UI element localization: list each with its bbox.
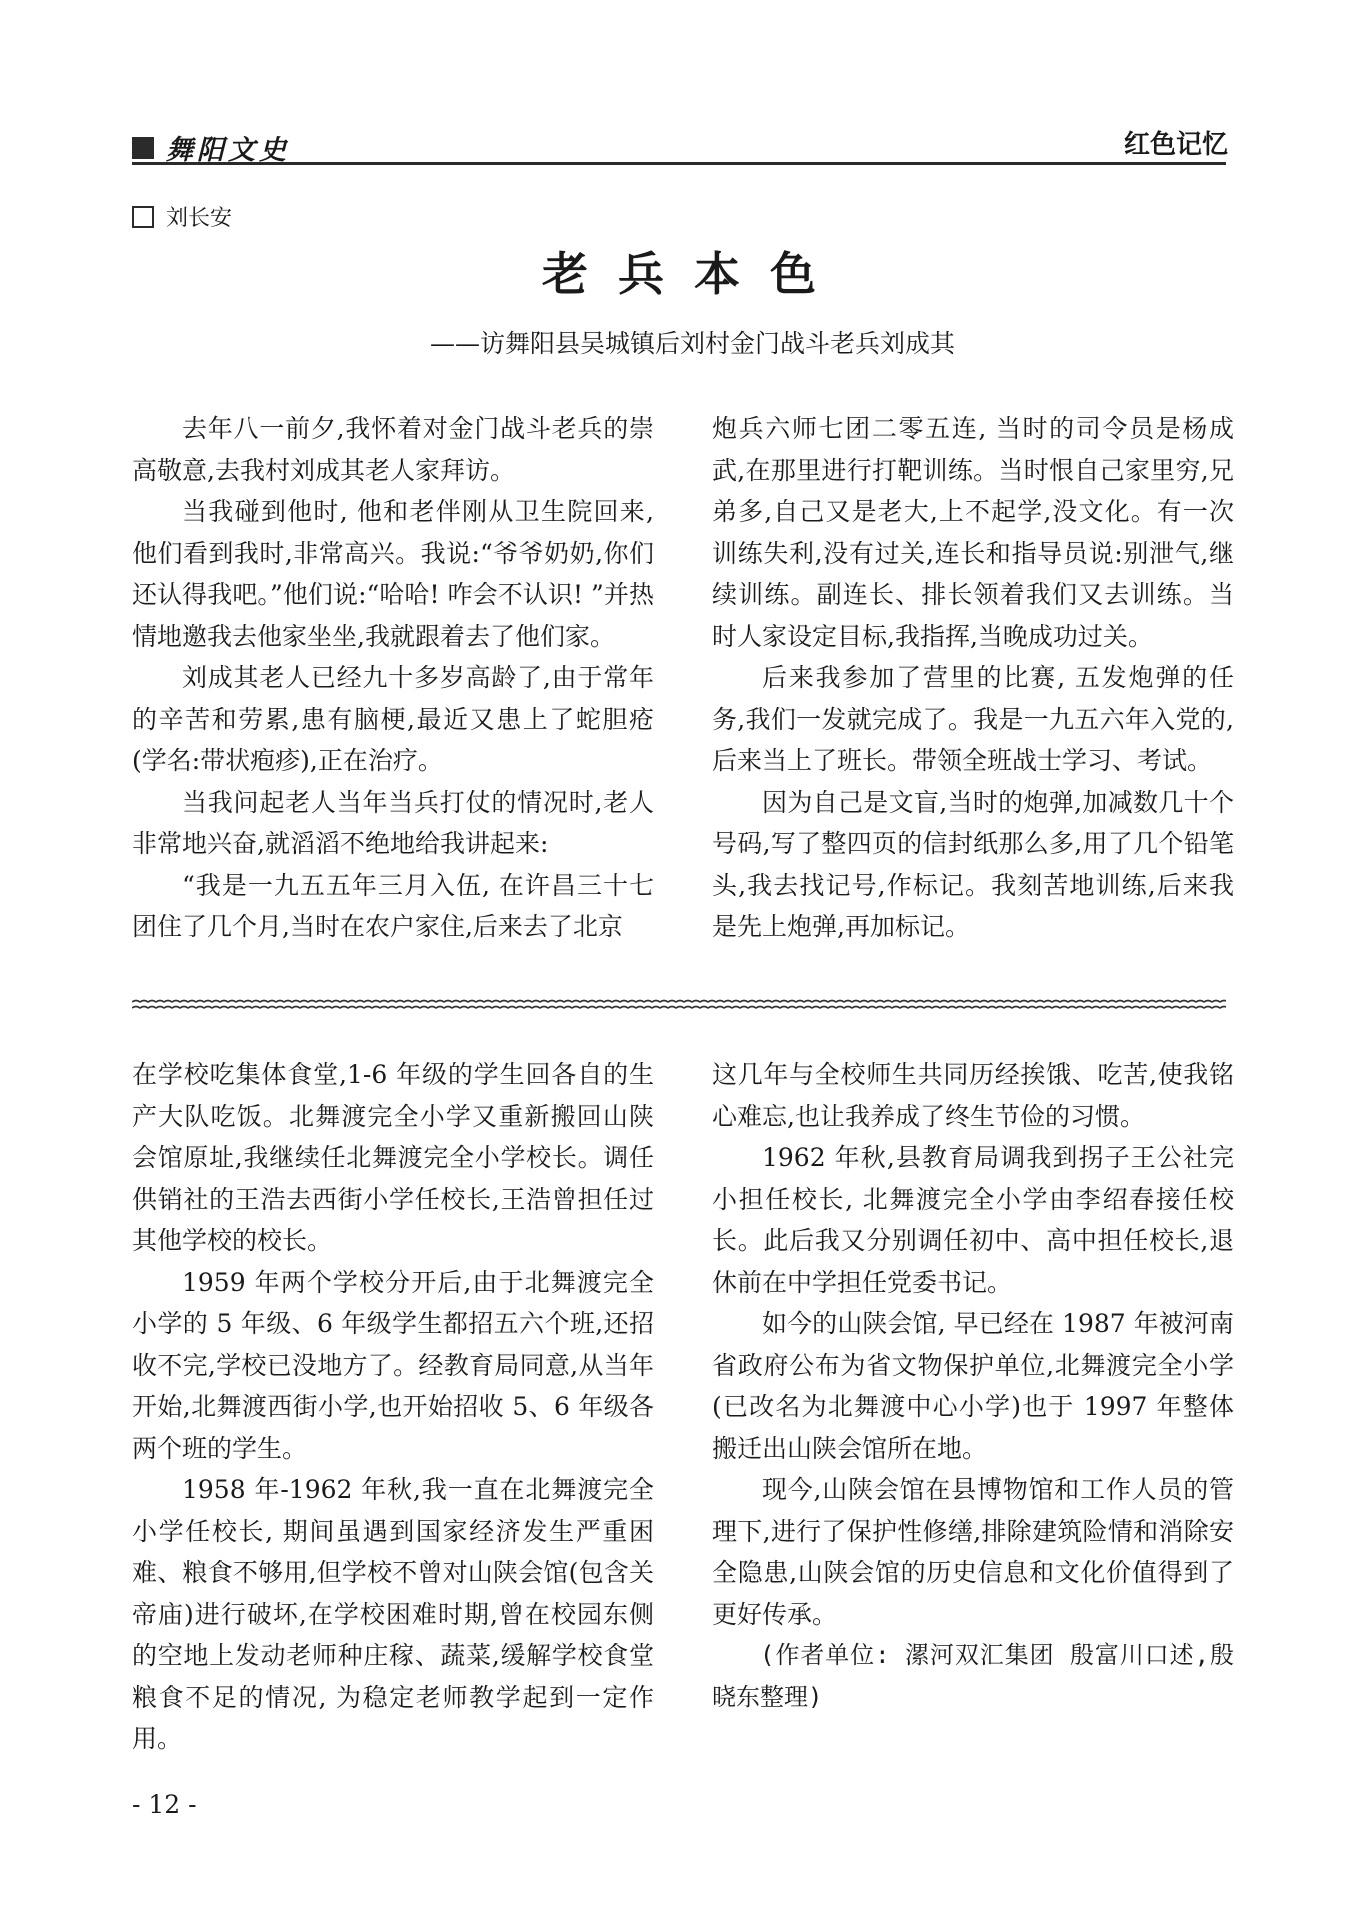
paragraph: 现今,山陕会馆在县博物馆和工作人员的管理下,进行了保护性修缮,排除建筑险情和消除安全隐患,山陕会馆的历史信息和文化价值得到了更好传承。: [712, 1475, 1234, 1629]
header-square-marker: [132, 137, 154, 159]
paragraph: “我是一九五五年三月入伍, 在许昌三十七团住了几个月,当时在农户家住,后来去了北京: [132, 870, 654, 941]
paragraph: 去年八一前夕,我怀着对金门战斗老兵的崇高敬意,去我村刘成其老人家拜访。: [132, 414, 654, 485]
paragraph: 当我碰到他时, 他和老伴刚从卫生院回来,他们看到我时,非常高兴。我说:“爷爷奶奶,你们还认得我吧。”他们说:“哈哈! 咋会不认识! ”并热情地邀我去他家坐坐,我就跟着去了他们家。: [132, 497, 654, 651]
article-subtitle: ——访舞阳县吴城镇后刘村金门战斗老兵刘成其: [430, 329, 956, 358]
author-line: [132, 201, 232, 232]
lower-column-left: [132, 1054, 654, 1760]
wavy-divider: [132, 998, 1226, 1012]
paragraph: 炮兵六师七团二零五连, 当时的司令员是杨成武,在那里进行打靶训练。当时恨自己家里穷,兄弟多,自己又是老大,上不起学,没文化。有一次训练失利,没有过关,连长和指导员说:别泄气,继续训练。副连长、排长领着我们又去训练。当时人家设定目标,我指挥,当晚成功过关。: [712, 414, 1234, 651]
paragraph: 刘成其老人已经九十多岁高龄了,由于常年的辛苦和劳累,患有脑梗,最近又患上了蛇胆疮(学名:带状疱疹),正在治疗。: [132, 663, 654, 775]
author-note: (作者单位: 漯河双汇集团 殷富川口述,殷晓东整理): [712, 1641, 1234, 1711]
journal-name: 舞阳文史: [166, 135, 290, 166]
paragraph: 这几年与全校师生共同历经挨饿、吃苦,使我铭心难忘,也让我养成了终生节俭的习惯。: [712, 1060, 1234, 1131]
article-title: 老兵本色: [542, 247, 846, 301]
paragraph: 后来我参加了营里的比赛, 五发炮弹的任务,我们一发就完成了。我是一九五六年入党的,后来当上了班长。带领全班战士学习、考试。: [712, 663, 1234, 775]
paragraph: 当我问起老人当年当兵打仗的情况时,老人非常地兴奋,就滔滔不绝地给我讲起来:: [132, 787, 654, 858]
header-rule: [132, 162, 1226, 165]
page-number: - 12 -: [132, 1790, 197, 1819]
author-name: 刘长安: [166, 206, 233, 231]
paragraph: 如今的山陕会馆, 早已经在 1987 年被河南省政府公布为省文物保护单位,北舞渡完全小学(已改名为北舞渡中心小学)也于 1997 年整体搬迁出山陕会馆所在地。: [712, 1309, 1234, 1463]
section-name: 红色记忆: [1123, 130, 1228, 160]
lower-column-right: [712, 1054, 1234, 1718]
author-box-marker: [132, 206, 154, 228]
paragraph: 1958 年-1962 年秋,我一直在北舞渡完全小学任校长, 期间虽遇到国家经济发生严重困难、粮食不够用,但学校不曾对山陕会馆(包含关帝庙)进行破坏,在学校困难时期,曾在校园东侧的空地上发动老师种庄稼、蔬菜,缓解学校食堂粮食不足的情况, 为稳定老师教学起到一定作用。: [132, 1475, 654, 1753]
paragraph: 1959 年两个学校分开后,由于北舞渡完全小学的 5 年级、6 年级学生都招五六个班,还招收不完,学校已没地方了。经教育局同意,从当年开始,北舞渡西街小学,也开始招收 5、6 年级各两个班的学生。: [132, 1267, 654, 1463]
paragraph: 在学校吃集体食堂,1-6 年级的学生回各自的生产大队吃饭。北舞渡完全小学又重新搬回山陕会馆原址,我继续任北舞渡完全小学校长。调任供销社的王浩去西街小学任校长,王浩曾担任过其他学校的校长。: [132, 1060, 654, 1255]
paragraph: 因为自己是文盲,当时的炮弹,加减数几十个号码,写了整四页的信封纸那么多,用了几个铅笔头,我去找记号,作标记。我刻苦地训练,后来我是先上炮弹,再加标记。: [712, 787, 1234, 941]
article-column-left: [132, 408, 654, 948]
paragraph: 1962 年秋,县教育局调我到拐子王公社完小担任校长, 北舞渡完全小学由李绍春接任校长。此后我又分别调任初中、高中担任校长,退休前在中学担任党委书记。: [712, 1143, 1234, 1297]
article-column-right: [712, 408, 1234, 948]
